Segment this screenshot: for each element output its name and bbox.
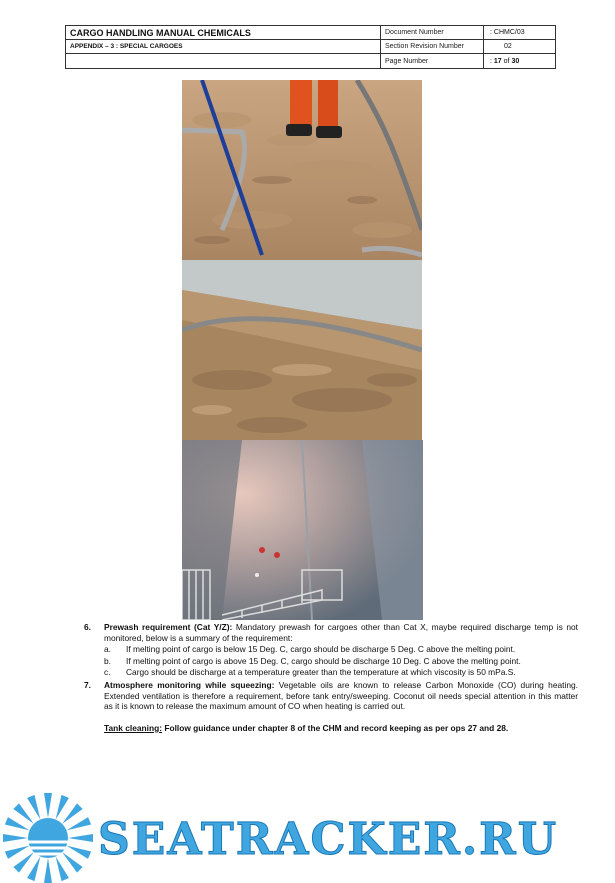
sub-text: Cargo should be discharge at a temperature greater than the temperature at which viscosity is 50 mPa.S. [126,667,516,678]
item-number: 7. [84,679,91,690]
watermark-text: SEATRACKER.RU [98,814,559,865]
header-row-1 [66,26,555,40]
tank-cleaning [84,723,578,734]
page-current: 17 [493,57,502,65]
sub-item [104,644,578,655]
photo-tank-interior [182,440,423,620]
item-atmosphere [84,680,578,712]
item-prewash [84,622,578,678]
revision-label: Section Revision Number [381,40,484,53]
item-body [104,680,578,712]
page-number-label: Page Number [381,54,484,68]
item-number: 6. [84,622,91,632]
revision-value: 02 [504,43,512,50]
sub-text: If melting point of cargo is above 15 Deg. C, cargo should be discharge 10 Deg. C above the melting point. [126,655,521,666]
tank-heading: Tank cleaning: [104,722,163,733]
photo-sludge-worker [182,80,422,260]
sub-letter: a. [104,644,111,655]
page-number-value [484,54,555,68]
sub-item [104,656,578,667]
manual-title: CARGO HANDLING MANUAL CHEMICALS [66,26,381,39]
tank-text: Follow guidance under chapter 8 of the CHM and record keeping as per ops 27 and 28. [162,722,509,733]
item-text: Mandatory prewash for cargoes other than Cat X, maybe required discharge temp is not monitored, below is a summary of the requirement: [104,622,578,643]
header-empty-cell [66,54,381,68]
item-heading: Prewash requirement (Cat Y/Z): [104,622,233,632]
doc-number-label: Document Number [381,26,484,39]
item-body [104,622,578,678]
sub-letter: b. [104,655,111,666]
document-header [65,25,556,69]
sub-item [104,667,578,678]
photo-sludge-wall [182,260,422,440]
item-heading: Atmosphere monitoring while squeezing: [104,679,275,690]
header-row-3 [66,54,555,68]
document-body [84,622,578,733]
header-row-2 [66,40,555,54]
item-text: Vegetable oils are known to release Carbon Monoxide (CO) during heating. Extended ventilation is therefore a requirement, before tank entry/sweeping. Coconut oil needs special attention in this matter as it is known to release the maximum amount of CO when heating is carried out. [104,679,578,712]
page-of: of [503,57,510,65]
sub-text: If melting point of cargo is below 15 Deg. C, cargo should be discharge 5 Deg. C above the melting point. [126,644,516,655]
doc-number-value: : CHMC/03 [490,29,525,36]
appendix-title: APPENDIX – 3 : SPECIAL CARGOES [66,40,381,53]
page-sep: : [490,57,492,65]
page-total: 30 [511,57,520,65]
sub-letter: c. [104,667,111,678]
